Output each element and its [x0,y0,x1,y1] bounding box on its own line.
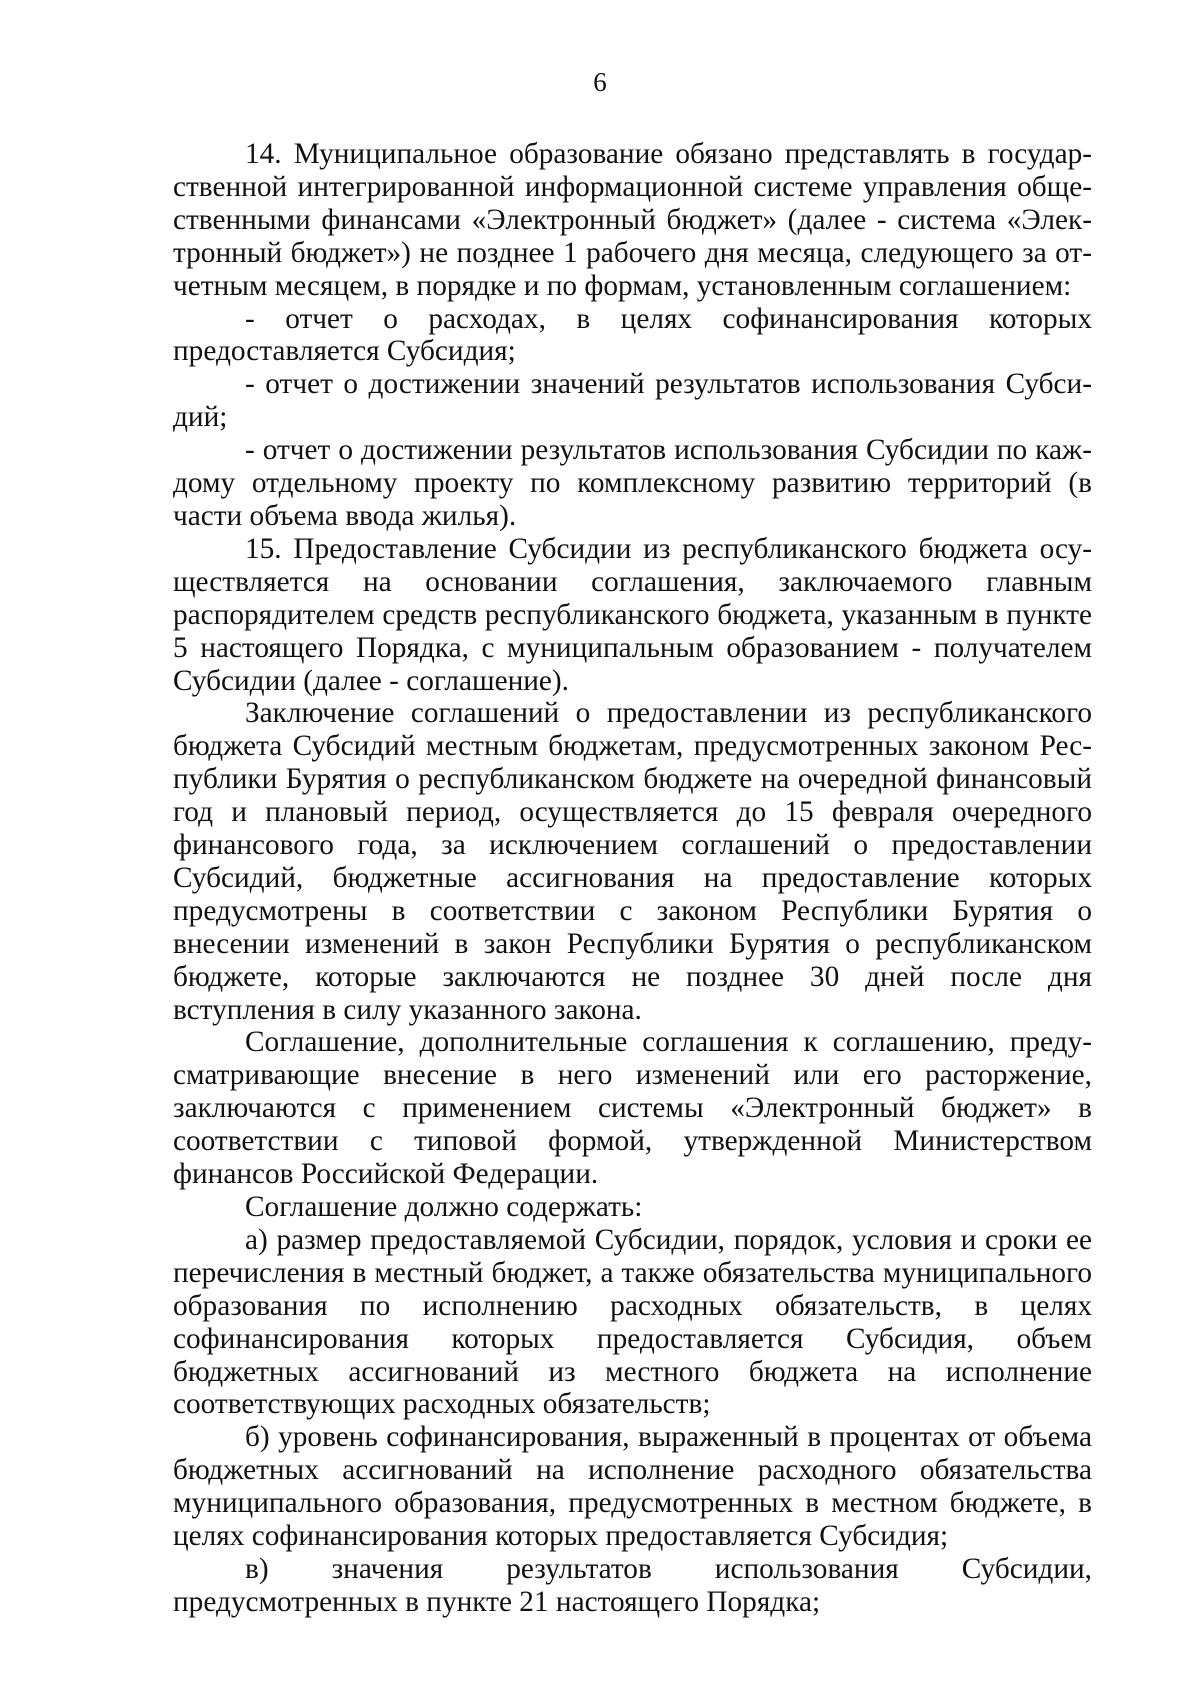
paragraph-15-intro: 15. Предоставление Субсидии из республиканского бюджета осуществляется на основании соглашения, заключаемого главным распорядителем средств республиканского бюджета, указанным в пункте 5 настоящего Порядка, с муниципальным образованием - получателем Субсидии (далее - соглашение). [173,532,1092,697]
list-item-project-results-report: - отчет о достижении результатов использования Субсидии по каждому отдельному проекту по комплексному развитию территорий (в части объема ввода жилья). [173,434,1092,532]
list-item-b: б) уровень софинансирования, выраженный в процентах от объема бюджетных ассигнований на исполнение расходного обязательства муниципального образования, предусмотренных в местном бюджете, в целях софинансирования которых предоставляется Субсидия; [173,1421,1092,1553]
page-number: 6 [593,67,607,97]
list-item-results-values-report: - отчет о достижении значений результатов использования Субсидий; [173,368,1092,434]
list-item-expense-report: - отчет о расходах, в целях софинансирования которых предоставляется Субсидия; [173,302,1092,368]
paragraph-14-intro: 14. Муниципальное образование обязано представлять в государственной интегрированной информационной системе управления общественными финансами «Электронный бюджет» (далее - система «Электронный бюджет») не позднее 1 рабочего дня месяца, следующего за отчетным месяцем, в порядке и по формам, установленным соглашением: [173,138,1092,302]
list-item-v: в) значения результатов использования Субсидии, предусмотренных в пункте 21 настоящего Порядка; [173,1552,1092,1618]
paragraph-agreements-deadline: Заключение соглашений о предоставлении из республиканского бюджета Субсидий местным бюджетам, предусмотренных законом Республики Бурятия о республиканском бюджете на очередной финансовый год и плановый период, осуществляется до 15 февраля очередного финансового года, за исключением соглашений о предоставлении Субсидий, бюджетные ассигнования на предоставление которых предусмотрены в соответствии с законом Республики Бурятия о внесении изменений в закон Республики Бурятия о республиканском бюджете, которые заключаются не позднее 30 дней после дня вступления в силу указанного закона. [173,697,1092,1026]
paragraph-agreement-contents: Соглашение должно содержать: [245,1191,643,1223]
document-body [173,138,1092,1619]
list-item-a: а) размер предоставляемой Субсидии, порядок, условия и сроки ее перечисления в местный бюджет, а также обязательства муниципального образования по исполнению расходных обязательств, в целях софинансирования которых предоставляется Субсидия, объем бюджетных ассигнований из местного бюджета на исполнение соответствующих расходных обязательств; [173,1223,1092,1421]
paragraph-electronic-budget: Соглашение, дополнительные соглашения к соглашению, предусматривающие внесение в него изменений или его расторжение, заключаются с применением системы «Электронный бюджет» в соответствии с типовой формой, утвержденной Министерством финансов Российской Федерации. [173,1026,1092,1191]
